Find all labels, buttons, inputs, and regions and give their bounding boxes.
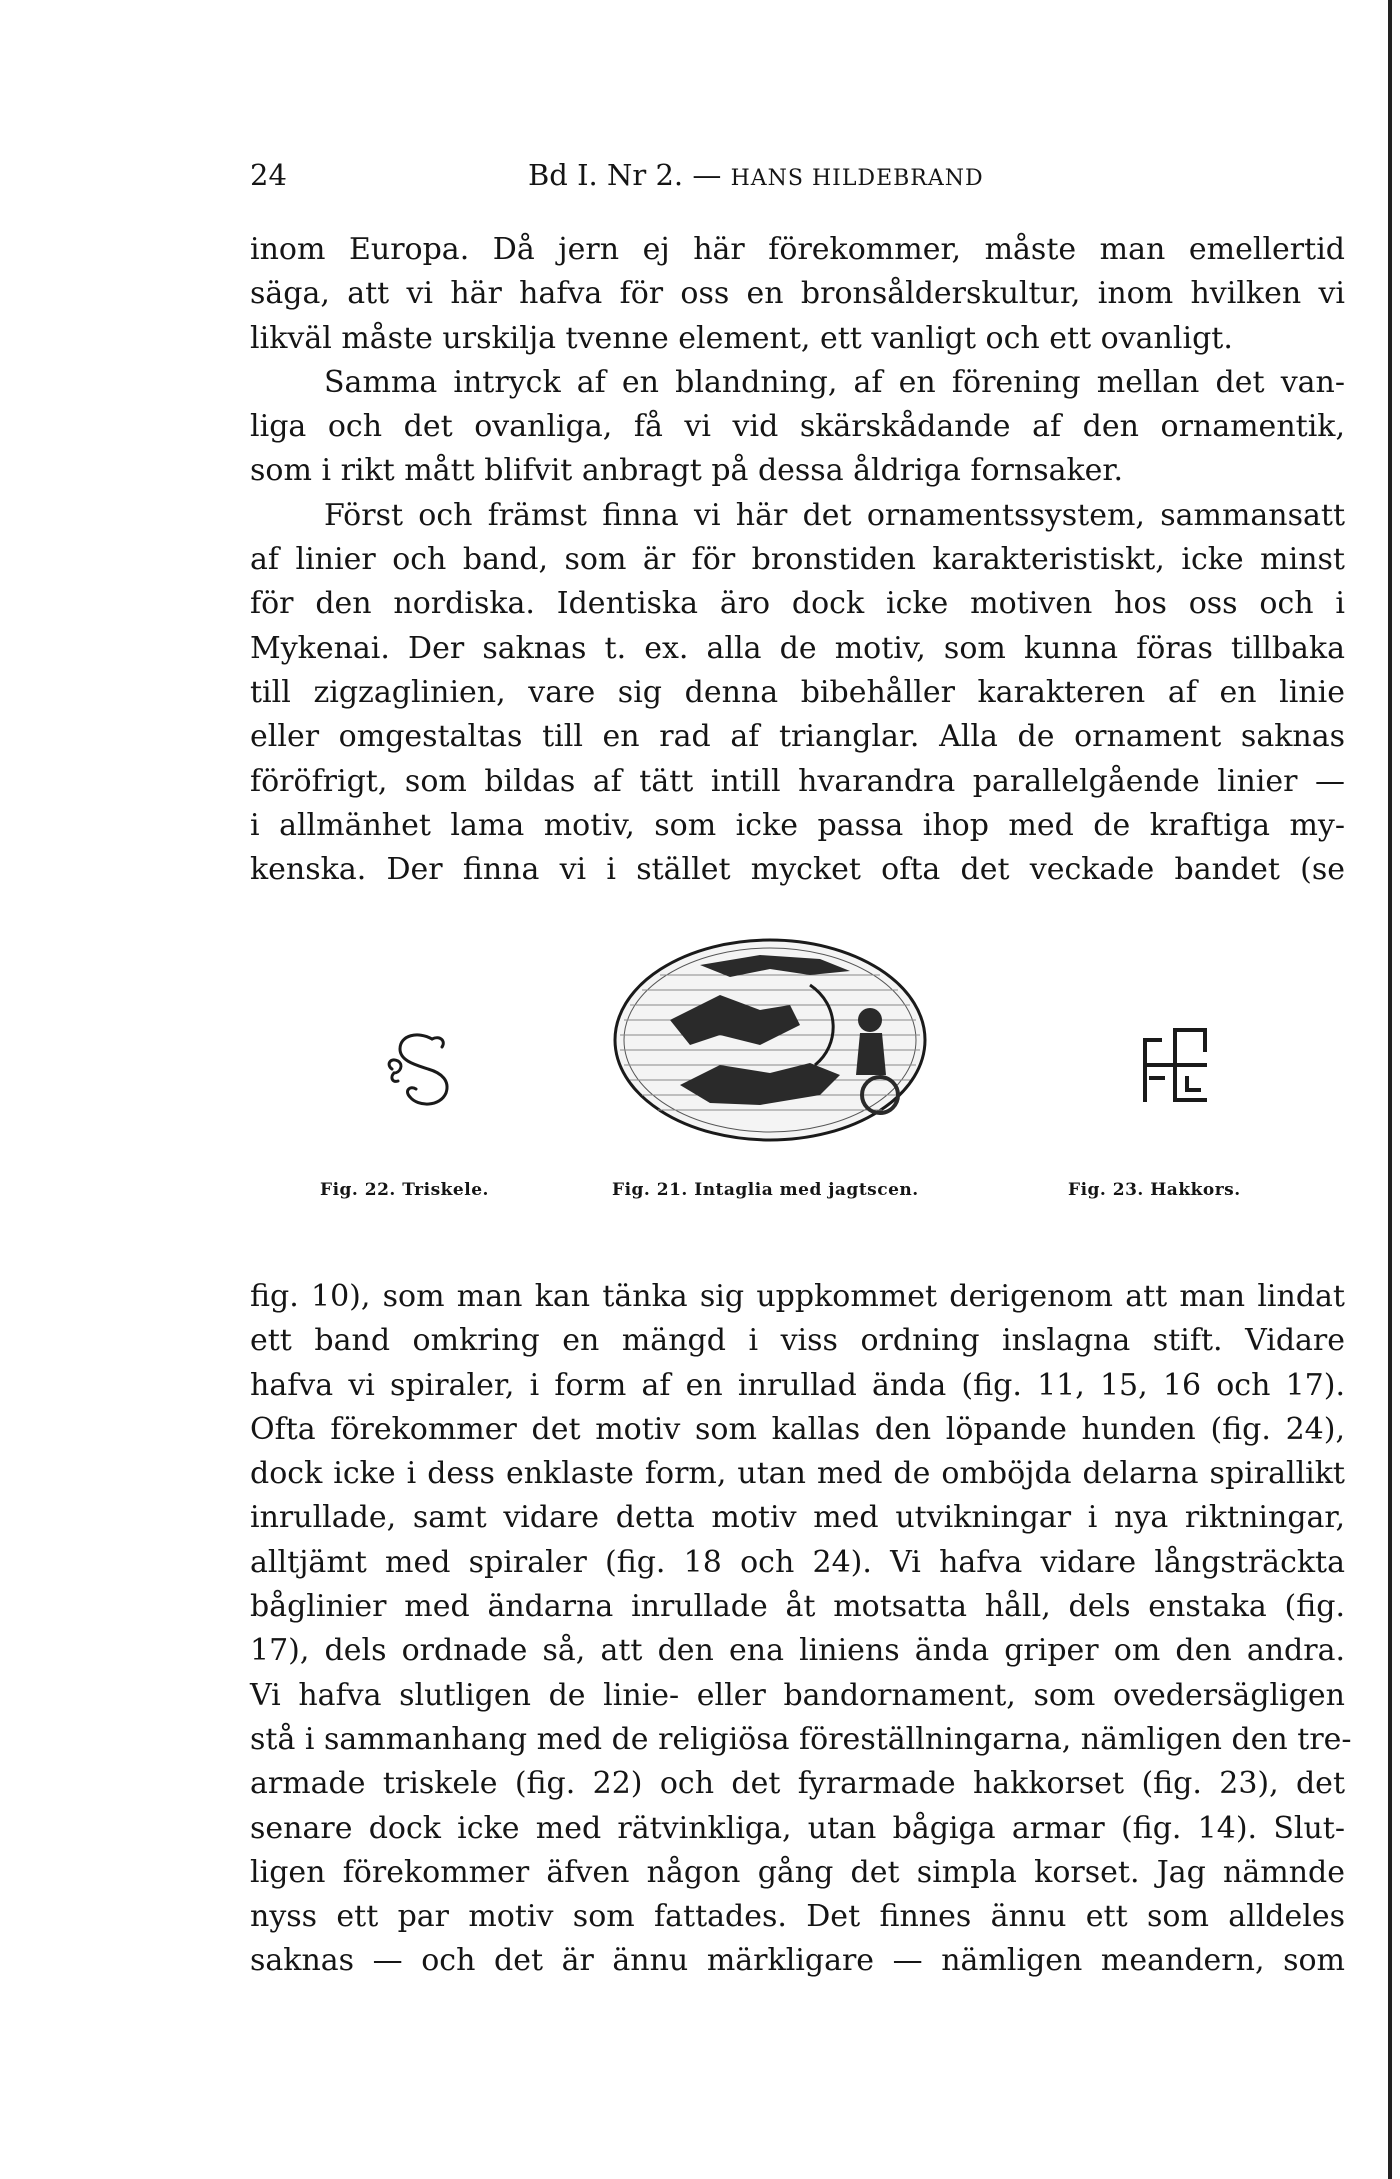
running-head [528, 158, 984, 192]
text-line: nyss ett par motiv som fattades. Det finnes ännu ett som alldeles [250, 1899, 1345, 1935]
figure-caption: Fig. 23. Hakkors. [1068, 1180, 1241, 1200]
text-line: fig. 10), som man kan tänka sig uppkommet derigenom att man lindat [250, 1279, 1345, 1314]
text-line: alltjämt med spiraler (fig. 18 och 24). Vi hafva vidare långsträckta [250, 1544, 1345, 1580]
text-line: säga, att vi här hafva för oss en bronsålderskultur, inom hvilken vi [250, 276, 1345, 312]
hunting-scene-intaglio [610, 935, 930, 1149]
text-line: eller omgestaltas till en rad af trianglar. Alla de ornament saknas [250, 719, 1345, 755]
volume-label: Bd I. Nr 2. — [528, 158, 722, 192]
text-line: för den nordiska. Identiska äro dock icke motiven hos oss och i [250, 586, 1345, 622]
text-line: båglinier med ändarna inrullade åt motsatta håll, dels enstaka (fig. [250, 1589, 1345, 1625]
text-line: kenska. Der finna vi i stället mycket ofta det veckade bandet (se [250, 852, 1345, 888]
text-line: ett band omkring en mängd i viss ordning inslagna stift. Vidare [250, 1323, 1345, 1359]
text-line: saknas — och det är ännu märkligare — nämligen meandern, som [250, 1943, 1345, 1979]
text-line: stå i sammanhang med de religiösa föreställningarna, nämligen den tre- [250, 1721, 1352, 1757]
text-line: likväl måste urskilja tvenne element, ett vanligt och ett ovanligt. [250, 320, 1233, 356]
text-line: i allmänhet lama motiv, som icke passa ihop med de kraftiga my- [250, 807, 1345, 843]
author-name: HANS HILDEBRAND [730, 166, 984, 191]
text-line: Samma intryck af en blandning, af en förening mellan det van- [324, 364, 1345, 400]
page-edge [1388, 0, 1392, 2179]
paragraph-1 [250, 228, 1345, 892]
text-line: dock icke i dess enklaste form, utan med de omböjda delarna spirallikt [250, 1456, 1345, 1492]
text-line: hafva vi spiraler, i form af en inrullad ända (fig. 11, 15, 16 och 17). [250, 1367, 1345, 1403]
text-line: inrullade, samt vidare detta motiv med utvikningar i nya riktningar, [250, 1500, 1345, 1536]
text-line: Först och främst finna vi här det ornamentssystem, sammansatt [324, 497, 1345, 533]
text-line: Vi hafva slutligen de linie- eller bandornament, som ovedersägligen [250, 1677, 1345, 1713]
text-line: föröfrigt, som bildas af tätt intill hvarandra parallelgående linier — [250, 763, 1345, 799]
figure-caption: Fig. 22. Triskele. [320, 1180, 489, 1200]
text-line: af linier och band, som är för bronstiden karakteristiskt, icke minst [250, 542, 1345, 578]
text-line: 17), dels ordnade så, att den ena liniens ända griper om den andra. [250, 1633, 1345, 1669]
swastika-icon [1135, 1020, 1215, 1114]
text-line: Ofta förekommer det motiv som kallas den löpande hunden (fig. 24), [250, 1411, 1345, 1447]
text-line: som i rikt mått blifvit anbragt på dessa åldriga fornsaker. [250, 453, 1123, 489]
text-line: liga och det ovanliga, få vi vid skärskådande af den ornamentik, [250, 409, 1345, 445]
text-line: inom Europa. Då jern ej här förekommer, måste man emellertid [250, 232, 1345, 267]
text-line: armade triskele (fig. 22) och det fyrarmade hakkorset (fig. 23), det [250, 1766, 1345, 1802]
text-line: senare dock icke med rätvinkliga, utan bågiga armar (fig. 14). Slut- [250, 1810, 1345, 1846]
text-line: till zigzaglinien, vare sig denna bibehåller karakteren af en linie [250, 674, 1345, 710]
text-line: ligen förekommer äfven någon gång det simpla korset. Jag nämnde [250, 1854, 1345, 1890]
figure-row [250, 935, 1345, 1225]
figure-caption: Fig. 21. Intaglia med jagtscen. [612, 1180, 919, 1200]
triskele-icon [380, 1025, 470, 1119]
paragraph-2 [250, 1275, 1352, 1984]
text-line: Mykenai. Der saknas t. ex. alla de motiv, som kunna föras tillbaka [250, 630, 1345, 666]
page-number: 24 [250, 158, 287, 192]
running-header [250, 158, 1345, 202]
